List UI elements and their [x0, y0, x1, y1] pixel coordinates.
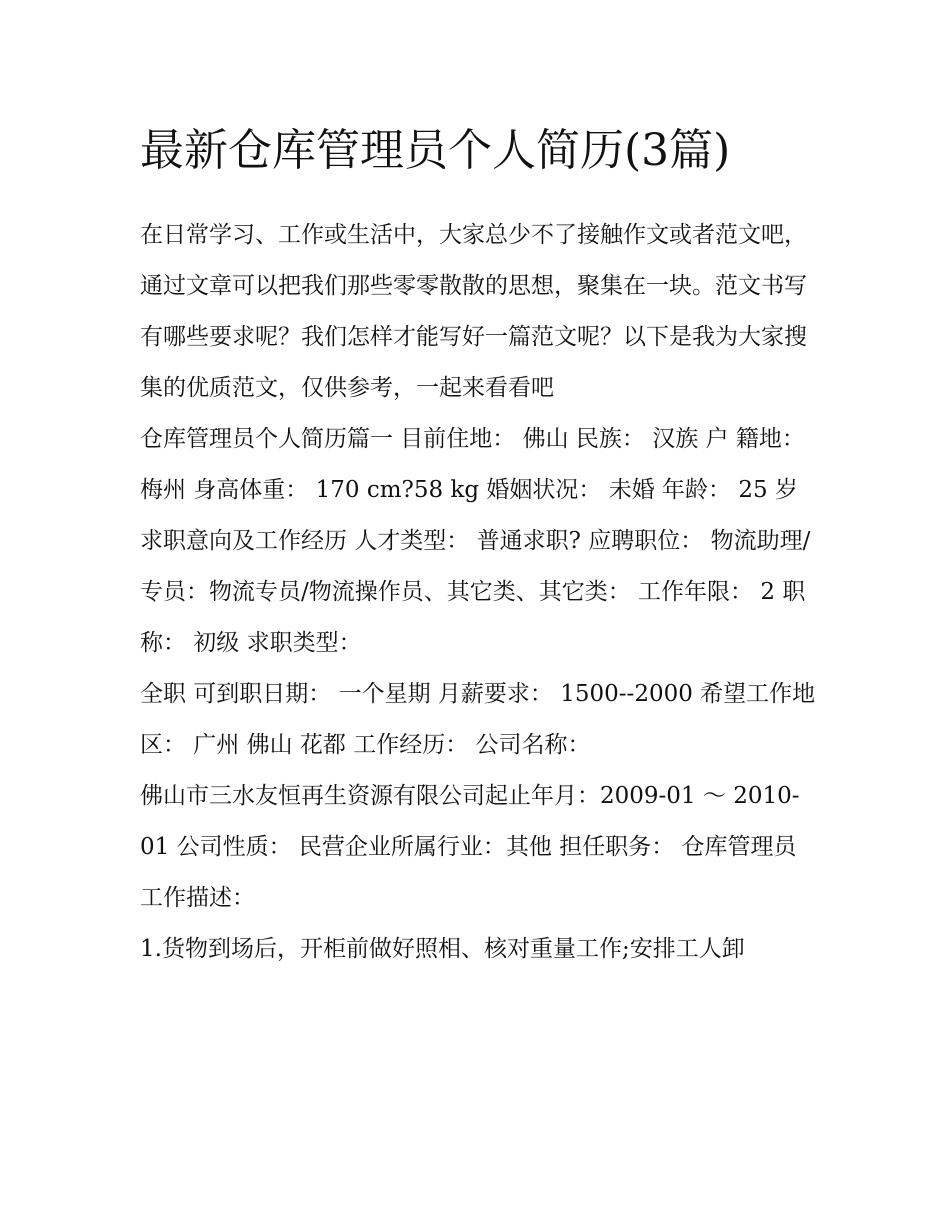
job-intention-paragraph: 求职意向及工作经历 人才类型： 普通求职? 应聘职位： 物流助理/专员：物流专员/物流操作员、其它类、其它类： 工作年限： 2 职称： 初级 求职类型：: [140, 528, 811, 656]
personal-info-paragraph: 仓库管理员个人简历篇一 目前住地： 佛山 民族： 汉族 户 籍地： 梅州 身高体重： 170 cm?58 kg 婚姻状况： 未婚 年龄： 25 岁: [140, 426, 805, 503]
document-title: 最新仓库管理员个人简历(3篇): [140, 125, 731, 176]
job-type-paragraph: 全职 可到职日期： 一个星期 月薪要求： 1500--2000 希望工作地区： 广州 佛山 花都 工作经历： 公司名称：: [140, 681, 816, 758]
duty-item-paragraph: 1.货物到场后，开柜前做好照相、核对重量工作;安排工人卸: [140, 936, 745, 962]
intro-paragraph: 在日常学习、工作或生活中，大家总少不了接触作文或者范文吧，通过文章可以把我们那些零零散散的思想，聚集在一块。范文书写有哪些要求呢？我们怎样才能写好一篇范文呢？以下是我为大家搜集的优质范文，仅供参考，一起来看看吧: [140, 222, 807, 401]
document-page: [140, 112, 820, 975]
company-paragraph: 佛山市三水友恒再生资源有限公司起止年月：2009-01 ～ 2010-01 公司性质： 民营企业所属行业：其他 担任职务： 仓库管理员 工作描述：: [140, 783, 800, 911]
